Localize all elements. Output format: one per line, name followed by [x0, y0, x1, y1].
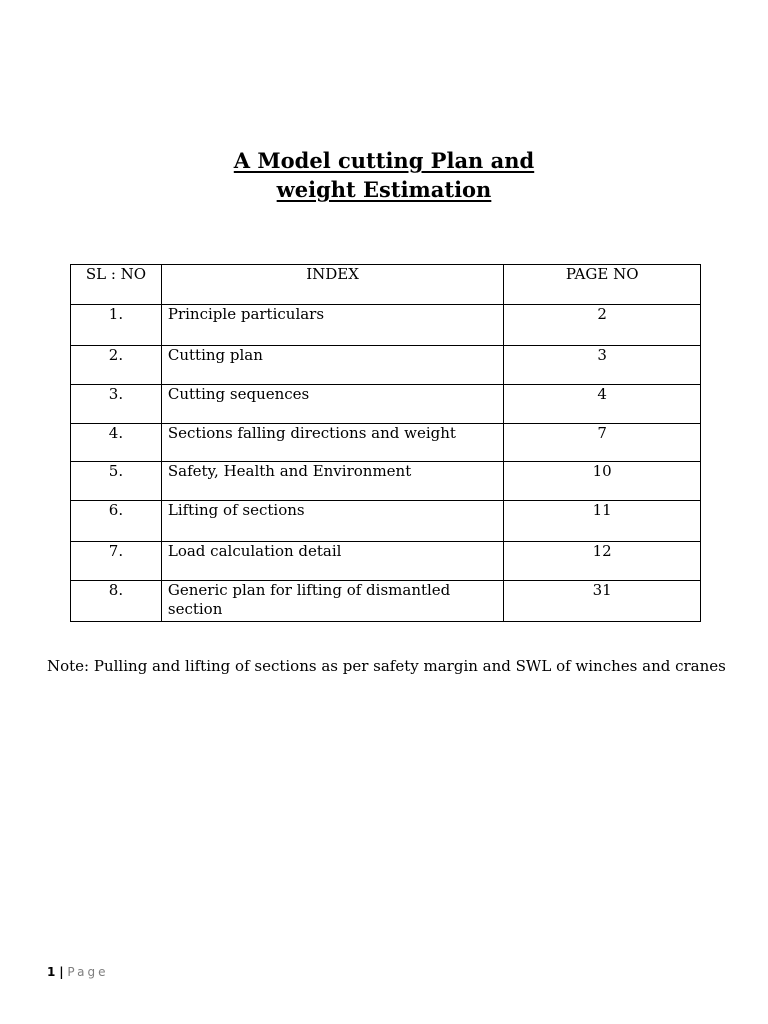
table-row: [71, 462, 701, 501]
page-number: 1: [47, 965, 56, 979]
row-page-no: 10: [504, 462, 701, 501]
row-index-title: Lifting of sections: [161, 501, 503, 542]
row-page-no: 31: [504, 581, 701, 622]
row-index-title: Principle particulars: [161, 305, 503, 346]
index-table: [70, 264, 701, 622]
footer-separator: |: [59, 965, 64, 979]
table-row: [71, 346, 701, 385]
page-footer: [47, 964, 108, 980]
row-page-no: 3: [504, 346, 701, 385]
row-page-no: 2: [504, 305, 701, 346]
table-row: [71, 501, 701, 542]
row-sl-no: 8.: [71, 581, 162, 622]
column-header-sl-no: SL : NO: [71, 265, 162, 305]
row-page-no: 4: [504, 385, 701, 424]
row-sl-no: 7.: [71, 542, 162, 581]
page-label: Page: [67, 965, 109, 979]
table-row: [71, 542, 701, 581]
table-row: [71, 305, 701, 346]
row-index-title: Safety, Health and Environment: [161, 462, 503, 501]
table-row: [71, 424, 701, 462]
row-index-title: Generic plan for lifting of dismantled section: [161, 581, 503, 622]
row-index-title: Cutting sequences: [161, 385, 503, 424]
row-sl-no: 3.: [71, 385, 162, 424]
row-sl-no: 2.: [71, 346, 162, 385]
row-page-no: 11: [504, 501, 701, 542]
row-page-no: 12: [504, 542, 701, 581]
document-title: [0, 146, 768, 204]
row-sl-no: 1.: [71, 305, 162, 346]
row-sl-no: 5.: [71, 462, 162, 501]
row-index-title: Load calculation detail: [161, 542, 503, 581]
column-header-index: INDEX: [161, 265, 503, 305]
title-line-1: A Model cutting Plan and: [233, 148, 535, 173]
table-row: [71, 581, 701, 622]
row-page-no: 7: [504, 424, 701, 462]
column-header-page-no: PAGE NO: [504, 265, 701, 305]
note-text: Note: Pulling and lifting of sections as per safety margin and SWL of winches and cranes: [47, 657, 726, 675]
row-sl-no: 6.: [71, 501, 162, 542]
table-header-row: [71, 265, 701, 305]
row-index-title: Sections falling directions and weight: [161, 424, 503, 462]
row-index-title: Cutting plan: [161, 346, 503, 385]
row-sl-no: 4.: [71, 424, 162, 462]
title-line-2: weight Estimation: [276, 177, 492, 202]
table-row: [71, 385, 701, 424]
